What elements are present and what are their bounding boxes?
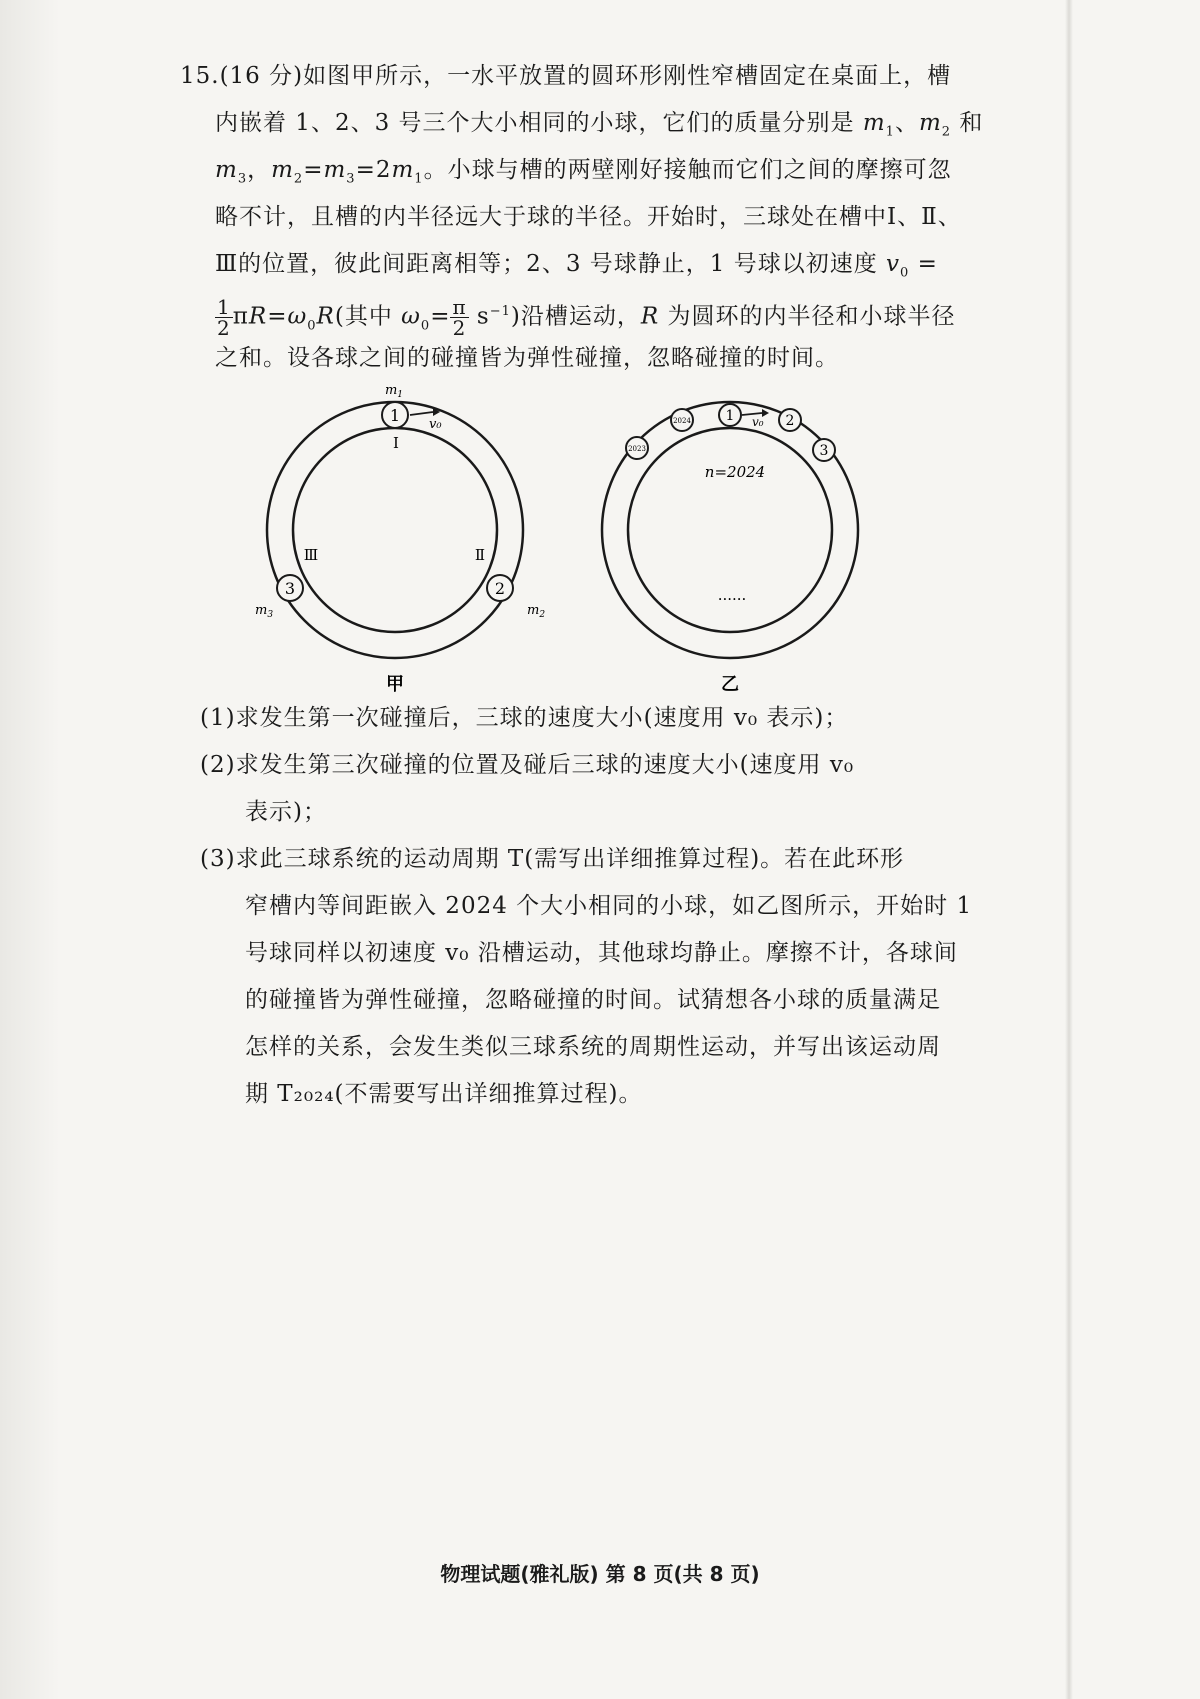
caption-b: 乙 [721,674,739,695]
svg-text:1: 1 [389,406,401,425]
question-1: (1)求发生第一次碰撞后，三球的速度大小(速度用 v₀ 表示)； [200,705,849,731]
velocity-arrow [410,412,433,415]
position-III: Ⅲ [303,546,319,564]
velocity-label-b: v₀ [752,415,764,429]
problem-line-2: 内嵌着 1、2、3 号三个大小相同的小球，它们的质量分别是 $m_1$、$m_2$ 和 [215,110,984,140]
question-3-line-3: 号球同样以初速度 v₀ 沿槽运动，其他球均静止。摩擦不计，各球间 [245,940,958,966]
ring-inner [293,428,497,632]
figure-b [580,380,880,700]
ball-b-2023 [626,437,648,459]
caption-a: 甲 [386,674,404,695]
problem-line-6: $\frac{1}{2}$ $\pi R=\omega_0R$(其中 $\omega_0=$ $\frac{\pi}{2}$ $s^{-1}$)沿槽运动，R 为圆环的内半径和小球半径 [217,295,956,341]
svg-text:2: 2 [494,579,506,598]
svg-text:1: 1 [725,408,735,424]
question-3-line-5: 怎样的关系，会发生类似三球系统的周期性运动，并写出该运动周 [245,1034,941,1060]
ball-b-3 [813,439,835,461]
ball-b-2024 [671,409,693,431]
ball-2 [487,575,513,601]
question-3-line-6: 期 T₂₀₂₄(不需要写出详细推算过程)。 [245,1081,643,1107]
problem-line-4: 略不计，且槽的内半径远大于球的半径。开始时，三球处在槽中Ⅰ、Ⅱ、 [215,204,962,230]
label-m3: $m_3$ [255,603,274,620]
label-m2: $m_2$ [527,603,545,620]
scan-shadow-right [1065,0,1073,1699]
position-I: Ⅰ [393,434,399,452]
page-footer: 物理试题(雅礼版) 第 8 页(共 8 页) [440,1562,760,1586]
problem-line-7: 之和。设各球之间的碰撞皆为弹性碰撞，忽略碰撞的时间。 [215,345,839,371]
question-2-line-2: 表示)； [245,799,327,825]
svg-text:2023: 2023 [628,445,646,453]
svg-text:2024: 2024 [673,417,691,425]
ball-b-2 [779,409,801,431]
ball-3 [277,575,303,601]
center-label: n=2024 [704,463,766,481]
figure-a [245,380,545,700]
position-II: Ⅱ [474,546,486,564]
question-3-line-4: 的碰撞皆为弹性碰撞，忽略碰撞的时间。试猜想各小球的质量满足 [245,987,941,1013]
question-3-line-1: (3)求此三球系统的运动周期 T(需写出详细推算过程)。若在此环形 [200,846,905,872]
svg-text:3: 3 [819,443,829,459]
velocity-label-a: v₀ [429,417,442,432]
ellipsis: ...... [717,586,747,604]
question-3-line-2: 窄槽内等间距嵌入 2024 个大小相同的小球，如乙图所示，开始时 1 [245,893,973,919]
svg-text:3: 3 [284,579,296,598]
scan-shadow-left [0,0,60,1699]
label-m1: $m_1$ [384,383,404,400]
ball-1 [382,402,408,428]
question-2-line-1: (2)求发生第三次碰撞的位置及碰后三球的速度大小(速度用 v₀ [200,752,855,778]
ball-b-1 [719,404,741,426]
problem-line-3: $m_3$，$m_2=m_3=2m_1$。小球与槽的两壁刚好接触而它们之间的摩擦可忽 [215,157,952,187]
svg-text:2: 2 [785,413,795,429]
problem-line-1: 15.(16 分)如图甲所示，一水平放置的圆环形刚性窄槽固定在桌面上，槽 [180,63,952,89]
problem-line-5: Ⅲ的位置，彼此间距离相等；2、3 号球静止，1 号球以初速度 $v_0$ = [215,251,938,281]
